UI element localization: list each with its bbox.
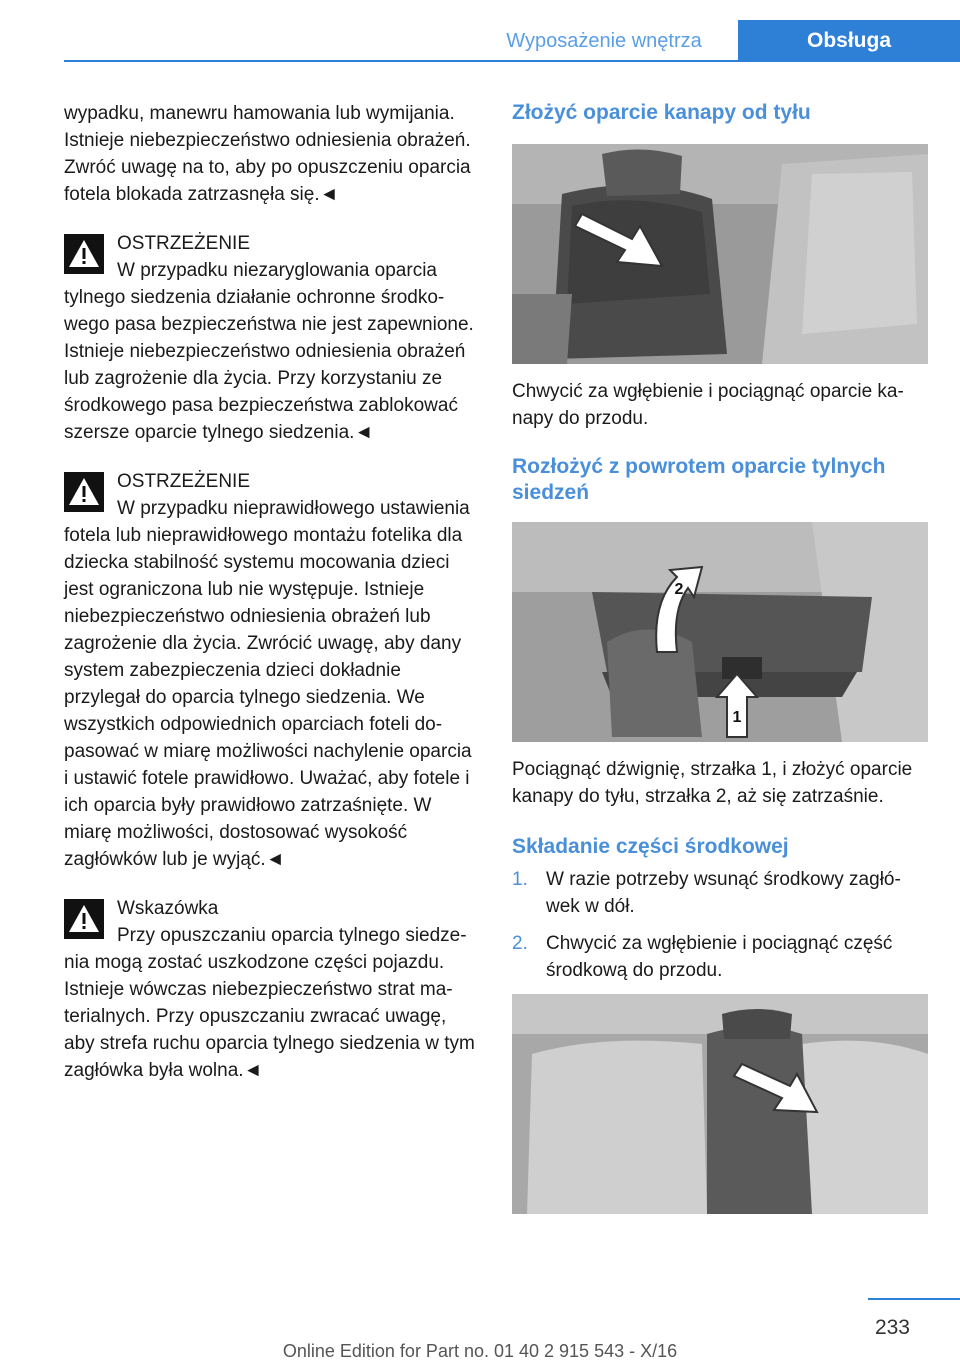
right-column	[512, 100, 928, 1214]
warning-title: OSTRZEŻENIE	[117, 471, 251, 492]
left-column	[64, 100, 480, 1106]
step-number: 1.	[512, 869, 528, 890]
warning-triangle-icon	[64, 472, 104, 512]
photo-center-section	[512, 994, 928, 1214]
step-number: 2.	[512, 933, 528, 954]
heading-center-section: Składanie części środkowej	[512, 835, 789, 858]
warning-block-1	[64, 230, 480, 446]
edition-note: Online Edition for Part no. 01 40 2 915 543 - X/16	[282, 1341, 678, 1361]
section-label: Wyposażenie wnętrza	[506, 30, 702, 52]
step-text: Chwycić za wgłębienie i pociągnąć część środkową do przodu.	[546, 933, 893, 981]
warning-triangle-icon	[64, 234, 104, 274]
step-text: W razie potrzeby wsunąć środkowy zagłówek w dół.	[546, 869, 901, 917]
warning-triangle-icon	[64, 899, 104, 939]
note-text: Przy opuszczaniu oparcia tylnego siedzenia mogą zostać uszkodzone części pojazdu. Istnieje wówczas niebezpieczeństwo strat materialnych. Przy opuszczaniu zwracać uwagę, aby strefa ruchu oparcia tylnego siedzenia w tym zagłówka była wolna.◄	[64, 925, 475, 1081]
instruction-unfold: Pociągnąć dźwignię, strzałka 1, i złożyć oparcie kanapy do tyłu, strzałka 2, aż się zatrzaśnie.	[512, 759, 913, 807]
note-title: Wskazówka	[117, 898, 219, 919]
continued-paragraph: wypadku, manewru hamowania lub wymijania. Istnieje niebezpieczeństwo odniesienia obrażeń. Zwróć uwagę na to, aby po opuszczeniu oparcia fotela blokada zatrzasnęła się.◄	[64, 103, 471, 205]
list-item	[512, 930, 928, 984]
page-number: 233	[874, 1316, 910, 1339]
heading-unfold-backrest: Rozłożyć z powrotem oparcie tylnych siedzeń	[512, 455, 886, 504]
heading-fold-backrest: Złożyć oparcie kanapy od tyłu	[512, 101, 811, 124]
arrow-2-label: 2	[674, 581, 684, 598]
photo-fold-backrest	[512, 144, 928, 364]
warning-text: W przypadku nieprawidłowego ustawienia fotela lub nieprawidłowego montażu fotelika dla dziecka stabilność systemu mocowania dzieci jest ograniczona lub nie występuje. Istnieje niebezpieczeństwo odniesienia obrażeń lub zagrożenie dla życia. Zwrócić uwagę, aby dany system zabezpieczenia dzieci dokładnie przylegał do oparcia tylnego siedzenia. We wszystkich odpowiednich oparciach foteli dopasować w miarę możliwości nachylenie oparcia i ustawić fotele prawidłowo. Uważać, aby fotele i ich oparcia były prawidłowo zatrzaśnięte. W miarę możliwości, dostosować wysokość zagłówków lub je wyjąć.◄	[64, 498, 472, 870]
list-item	[512, 866, 928, 920]
instruction-fold: Chwycić za wgłębienie i pociągnąć oparcie kanapy do przodu.	[512, 381, 904, 429]
header-rule	[64, 60, 960, 62]
warning-title: OSTRZEŻENIE	[117, 233, 251, 254]
warning-block-2	[64, 468, 480, 873]
page-header	[0, 0, 960, 62]
note-block	[64, 895, 480, 1084]
footer-rule	[868, 1298, 960, 1300]
steps-list	[512, 866, 928, 984]
photo-unfold-backrest	[512, 522, 928, 742]
chapter-tab[interactable]: Obsługa	[738, 20, 960, 62]
warning-text: W przypadku niezaryglowania oparcia tylnego siedzenia działanie ochronne środkowego pasa bezpieczeństwa nie jest zapewnione. Istnieje niebezpieczeństwo odniesienia obrażeń lub zagrożenie dla życia. Przy korzystaniu ze środkowego pasa bezpieczeństwa zablokować szersze oparcie tylnego siedzenia.◄	[64, 260, 474, 443]
arrow-1-label: 1	[732, 709, 742, 726]
